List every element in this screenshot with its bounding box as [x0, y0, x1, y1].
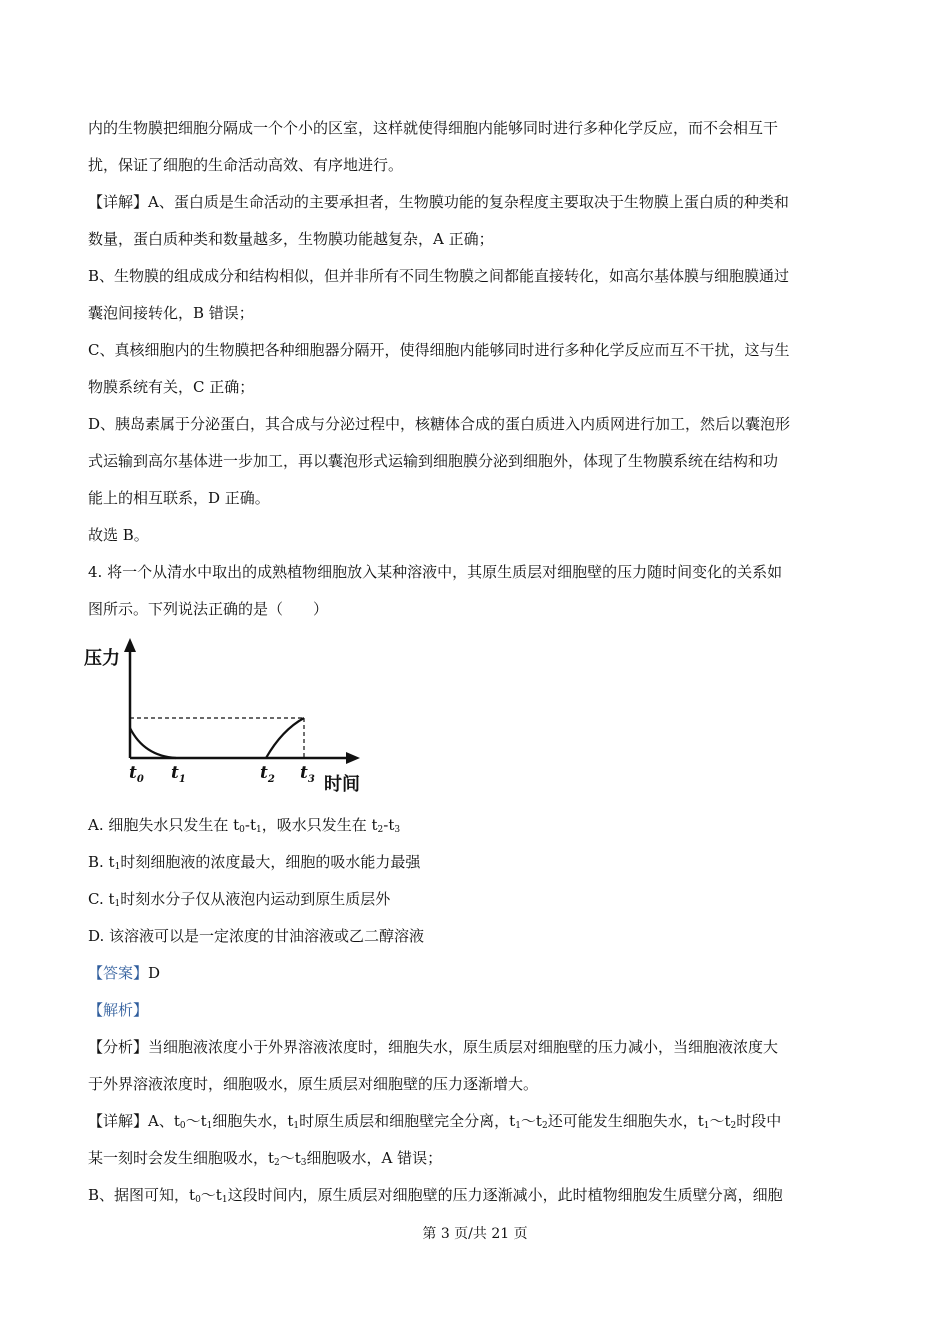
- option-c: C. $t_1$时刻水分子仅从液泡内运动到原生质层外: [88, 890, 391, 909]
- fenxi-line-2: 于外界溶液浓度时，细胞吸水，原生质层对细胞壁的压力逐渐增大。: [88, 1075, 539, 1093]
- q3-detail-d-line-2: 式运输到高尔基体进一步加工，再以囊泡形式运输到细胞膜分泌到细胞外，体现了生物膜系统在结构和功: [88, 452, 779, 470]
- q4-detail-b-line-1: B、据图可知，$t_0\sim t_1$这段时间内，原生质层对细胞壁的压力逐渐减小，此时植物细胞发生质壁分离，细胞: [88, 1186, 783, 1205]
- tick-t0: $t_0$: [129, 763, 144, 785]
- tick-t1: $t_1$: [171, 763, 186, 785]
- option-a: A. 细胞失水只发生在 $t_0-t_1$，吸水只发生在 $t_2-t_3$: [88, 816, 401, 835]
- pressure-increase-curve: [266, 718, 304, 758]
- q3-detail-d-line-3: 能上的相互联系，D 正确。: [88, 489, 270, 507]
- q4-detail-a-line-1: 【详解】A、$t_0\sim t_1$细胞失水，$t_1$时原生质层和细胞壁完全分离，$t_1\sim t_2$还可能发生细胞失水，$t_1\sim t_2$时段中: [88, 1112, 782, 1131]
- q3-choice: 故选 B。: [88, 526, 149, 544]
- page-footer: 第 3 页/共 21 页: [422, 1226, 528, 1242]
- pressure-decrease-curve: [130, 728, 176, 758]
- x-axis-arrow: [346, 752, 360, 764]
- q3-detail-a-line-2: 数量，蛋白质种类和数量越多，生物膜功能越复杂，A 正确；: [88, 230, 494, 248]
- tick-t2: $t_2$: [260, 763, 275, 785]
- answer-value: D: [148, 964, 161, 982]
- q3-detail-b-line-2: 囊泡间接转化，B 错误；: [88, 304, 254, 322]
- option-d: D. 该溶液可以是一定浓度的甘油溶液或乙二醇溶液: [88, 927, 425, 945]
- q3-detail-c-line-2: 物膜系统有关，C 正确；: [88, 378, 255, 396]
- intro-line-1: 内的生物膜把细胞分隔成一个个小的区室，这样就使得细胞内能够同时进行多种化学反应，而不会相互干: [88, 119, 779, 137]
- y-axis-label: 压力: [84, 648, 120, 669]
- q4-stem-line-2: 图所示。下列说法正确的是（ ）: [88, 600, 329, 618]
- analysis-tag: 【解析】: [88, 1001, 149, 1019]
- option-b: B. $t_1$时刻细胞液的浓度最大，细胞的吸水能力最强: [88, 853, 421, 872]
- q3-detail-c-line-1: C、真核细胞内的生物膜把各种细胞器分隔开，使得细胞内能够同时进行多种化学反应而互不干扰，这与生: [88, 341, 790, 359]
- detail-tag: 【详解】: [88, 193, 149, 211]
- y-axis-arrow: [124, 638, 136, 652]
- x-axis-label: 时间: [324, 774, 360, 795]
- answer-line: [88, 963, 878, 983]
- answer-tag: 【答案】: [88, 964, 149, 982]
- intro-line-2: 扰，保证了细胞的生命活动高效、有序地进行。: [88, 156, 404, 174]
- q3-detail-b-line-1: B、生物膜的组成成分和结构相似，但并非所有不同生物膜之间都能直接转化，如高尔基体膜与细胞膜通过: [88, 267, 790, 285]
- tick-t3: $t_3$: [300, 763, 315, 785]
- pressure-time-graph: [82, 632, 382, 802]
- q4-stem-line-1: 4. 将一个从清水中取出的成熟植物细胞放入某种溶液中，其原生质层对细胞壁的压力随时间变化的关系如: [88, 563, 783, 581]
- fenxi-line-1: 【分析】当细胞液浓度小于外界溶液浓度时，细胞失水，原生质层对细胞壁的压力减小，当细胞液浓度大: [88, 1038, 779, 1056]
- q3-detail-a-line-1: 【详解】A、蛋白质是生命活动的主要承担者，生物膜功能的复杂程度主要取决于生物膜上蛋白质的种类和: [88, 193, 789, 211]
- q3-detail-d-line-1: D、胰岛素属于分泌蛋白，其合成与分泌过程中，核糖体合成的蛋白质进入内质网进行加工，然后以囊泡形: [88, 415, 791, 433]
- q4-detail-a-line-2: 某一刻时会发生细胞吸水，$t_2\sim t_3$细胞吸水，A 错误；: [88, 1149, 443, 1168]
